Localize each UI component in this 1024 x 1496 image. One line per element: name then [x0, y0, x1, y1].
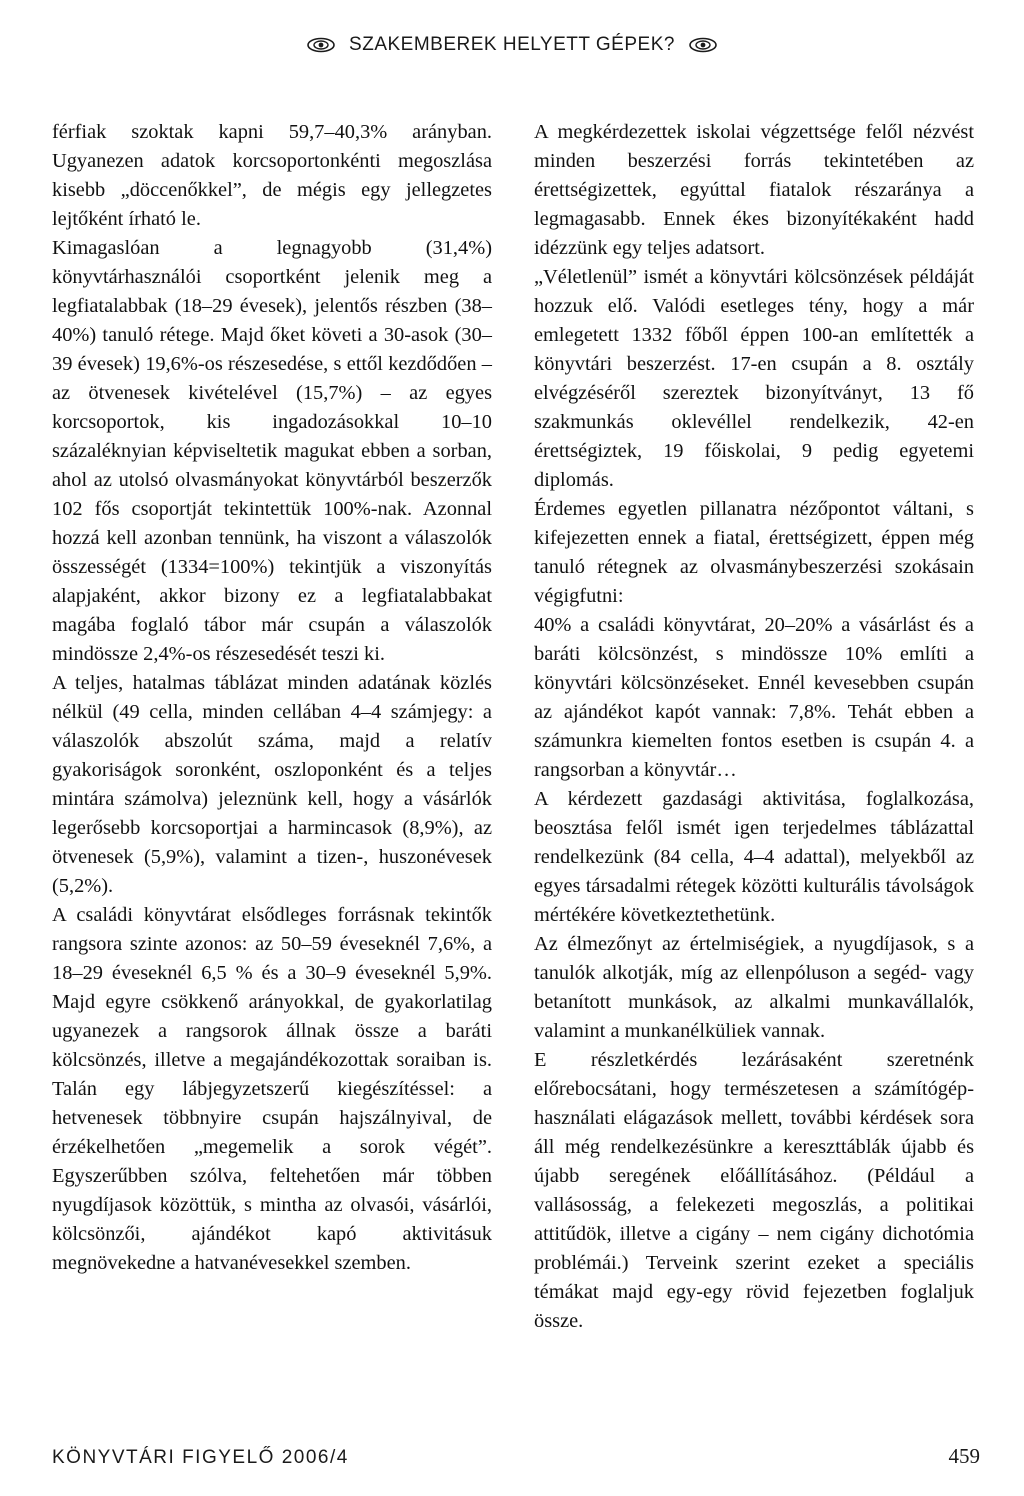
- paragraph: 40% a családi könyvtárat, 20–20% a vásárlást és a baráti kölcsönzést, s mindössze 10% említi a könyvtári kölcsönzéseket. Ennél kevesebben csupán az ajándékot kapót vannak: 7,8%. Tehát ebben a számunkra kiemelten fontos esetben is csupán 4. a rangsorban a könyvtár…: [534, 614, 974, 781]
- paragraph: Az élmezőnyt az értelmiségiek, a nyugdíjasok, s a tanulók alkotják, míg az ellenpóluson a segéd- vagy betanított munkások, az alkalmi munkavállalók, valamint a munkanélküliek vannak.: [534, 933, 974, 1042]
- paragraph: Kimagaslóan a legnagyobb (31,4%) könyvtárhasználói csoportként jelenik meg a legfiatalabbak (18–29 évesek), jelentős részben (38–40%) tanuló rétege. Majd őket követi a 30-asok (30–39 évesek) 19,6%-os részesedése, s ettől kezdődően – az ötvenesek kivételével (15,7%) – az egyes korcsoportok, kis ingadozásokkal 10–10 százaléknyian képviseltetik magukat ebben a sorban, ahol az utolsó olvasmányokat könyvtárból beszerzők 102 fős csoportját tekintettük 100%-nak. Azonnal hozzá kell azonban tennünk, ha viszont a válaszolók összességét (1334=100%) tekintjük a viszonyítás alapjaként, akkor bizony ez a legfiatalabbakat magába foglaló tábor már csupán a válaszolók mindössze 2,4%-os részesedését teszi ki.: [52, 237, 492, 665]
- journal-title: KÖNYVTÁRI FIGYELŐ 2006/4: [52, 1447, 349, 1468]
- left-column: [52, 118, 492, 1278]
- paragraph: A teljes, hatalmas táblázat minden adatának közlés nélkül (49 cella, minden cellában 4–4 számjegy: a válaszolók abszolút száma, majd a relatív gyakoriságok soronként, oszloponként és a teljes mintára számolva) jeleznünk kell, hogy a vásárlók legerősebb korcsoportjai a harmincasok (8,9%), az ötvenesek (5,9%), valamint a tizen-, huszonévesek (5,2%).: [52, 672, 492, 897]
- right-column: [534, 118, 974, 1336]
- paragraph: A családi könyvtárat elsődleges forrásnak tekintők rangsora szinte azonos: az 50–59 éveseknél 7,6%, a 18–29 éveseknél 6,5 % és a 30–9 éveseknél 5,9%. Majd egyre csökkenő arányokkal, de gyakorlatilag ugyanezek a rangsorok állnak össze a baráti kölcsönzés, illetve a megajándékozottak soraiban is. Talán egy lábjegyzetszerű kiegészítéssel: a hetvenesek többnyire csupán hajszálnyival, de érzékelhetően „megemelik a sorok végét”. Egyszerűbben szólva, feltehetően már többen nyugdíjasok közöttük, s mintha az olvasói, vásárlói, kölcsönzői, ajándékot kapó aktivitásuk megnövekedne a hatvanévesekkel szemben.: [52, 904, 492, 1274]
- page-number: 459: [948, 1444, 980, 1468]
- running-head: [0, 34, 1024, 56]
- paragraph: A kérdezett gazdasági aktivitása, foglalkozása, beosztása felől ismét igen terjedelmes táblázattal rendelkezünk (84 cella, 4–4 adattal), melyekből az egyes társadalmi rétegek közötti kulturális távolságok mértékére következtethetünk.: [534, 788, 974, 926]
- paragraph: E részletkérdés lezárásaként szeretnénk előrebocsátani, hogy természetesen a számítógép-használati elágazások mellett, további kérdések sora áll még rendelkezésünkre a kereszttáblák újabb és újabb seregének előállításához. (Például a vallásosság, a felekezeti megoszlás, a politikai attitűdök, illetve a cigány – nem cigány dichotómia problémái.) Terveink szerint ezeket a speciális témákat majd egy-egy rövid fejezetben foglaljuk össze.: [534, 1049, 974, 1332]
- eye-ornament-icon: [307, 37, 335, 53]
- paragraph: Érdemes egyetlen pillanatra nézőpontot váltani, s kifejezetten ennek a fiatal, érettségizett, éppen még tanuló rétegnek az olvasmánybeszerzési szokásain végigfutni:: [534, 498, 974, 607]
- running-head-title: SZAKEMBEREK HELYETT GÉPEK?: [349, 34, 675, 55]
- paragraph: A megkérdezettek iskolai végzettsége felől nézvést minden beszerzési forrás tekintetében az érettségizettek, egyúttal fiatalok részaránya a legmagasabb. Ennek ékes bizonyítékaként hadd idézzünk egy teljes adatsort.: [534, 121, 974, 259]
- eye-ornament-icon: [689, 37, 717, 53]
- paragraph: férfiak szoktak kapni 59,7–40,3% arányban. Ugyanezen adatok korcsoportonkénti megoszlása kisebb „döccenőkkel”, de mégis egy jellegzetes lejtőként írható le.: [52, 121, 492, 230]
- paragraph: „Véletlenül” ismét a könyvtári kölcsönzések példáját hozzuk elő. Valódi esetleges tény, hogy a már emlegetett 1332 főből éppen 100-an említették a könyvtári beszerzést. 17-en csupán a 8. osztály elvégzéséről szereztek bizonyítványt, 13 fő szakmunkás oklevéllel rendelkezik, 42-en érettségiztek, 19 főiskolai, 9 pedig egyetemi diplomás.: [534, 266, 974, 491]
- page-footer: [52, 1444, 980, 1469]
